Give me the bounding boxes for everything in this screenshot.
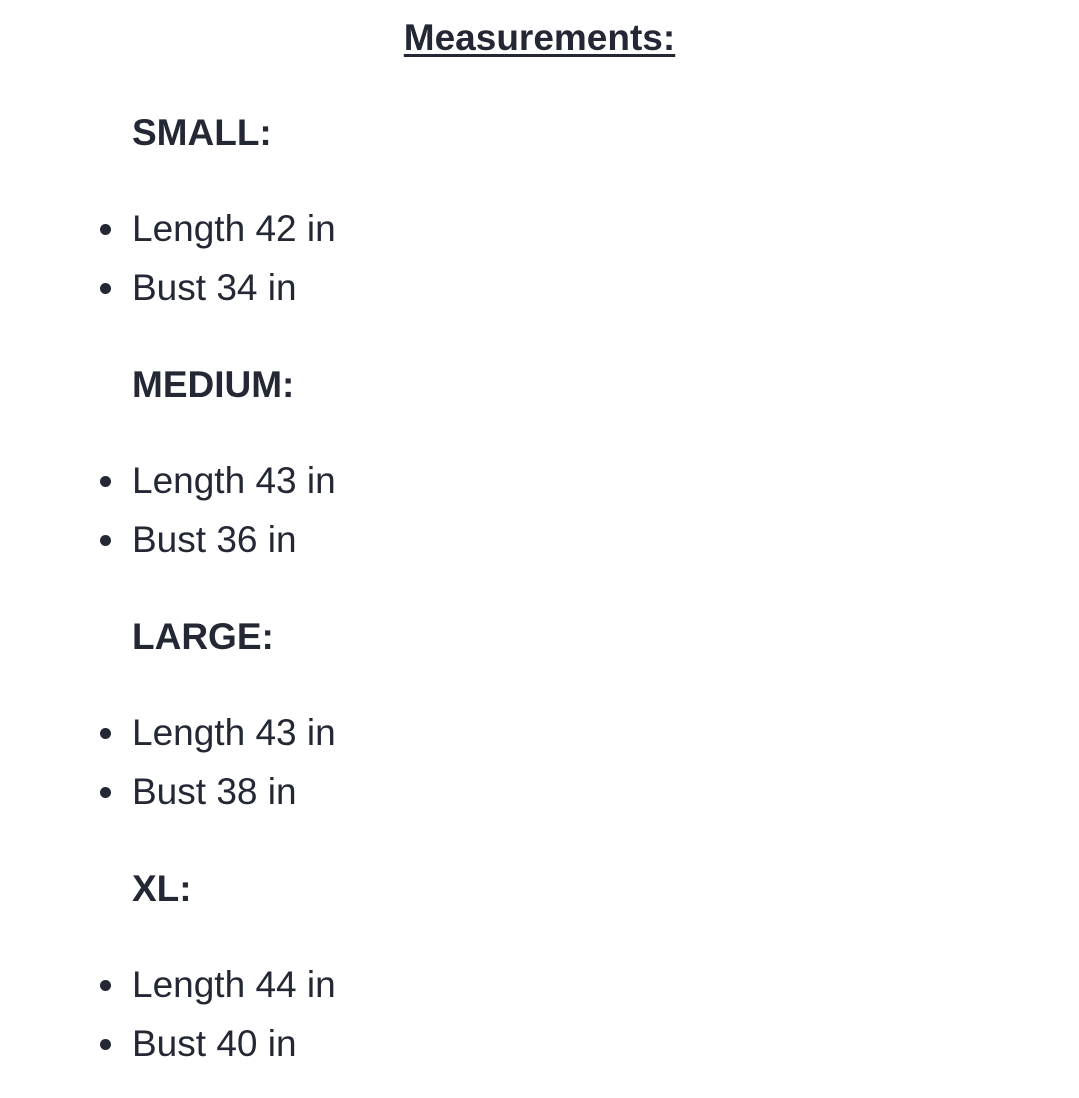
measurement-text: Length 42 in [132, 208, 336, 249]
page-title-text: Measurements: [403, 17, 676, 58]
measurement-text: Length 44 in [132, 964, 336, 1005]
bullet-icon [100, 728, 111, 739]
size-heading-large: LARGE: [132, 616, 274, 657]
list-item [0, 205, 336, 264]
size-heading-small: SMALL: [132, 112, 272, 153]
page-title [0, 14, 1079, 62]
bullet-icon [100, 283, 111, 294]
measurement-list-small [0, 205, 336, 323]
bullet-icon [100, 535, 111, 546]
bullet-icon [100, 1039, 111, 1050]
measurement-list-large [0, 709, 336, 827]
measurement-text: Bust 36 in [132, 519, 297, 560]
measurement-text: Length 43 in [132, 460, 336, 501]
size-heading-xl: XL: [132, 868, 192, 909]
measurement-list-medium [0, 457, 336, 575]
bullet-icon [100, 787, 111, 798]
list-item [0, 516, 336, 575]
list-item [0, 1020, 336, 1079]
list-item [0, 709, 336, 768]
bullet-icon [100, 476, 111, 487]
bullet-icon [100, 980, 111, 991]
bullet-icon [100, 224, 111, 235]
measurement-text: Bust 38 in [132, 771, 297, 812]
size-heading-medium: MEDIUM: [132, 364, 295, 405]
measurement-text: Bust 34 in [132, 267, 297, 308]
list-item [0, 961, 336, 1020]
list-item [0, 264, 336, 323]
measurement-text: Length 43 in [132, 712, 336, 753]
measurement-list-xl [0, 961, 336, 1079]
list-item [0, 457, 336, 516]
list-item [0, 768, 336, 827]
measurement-text: Bust 40 in [132, 1023, 297, 1064]
